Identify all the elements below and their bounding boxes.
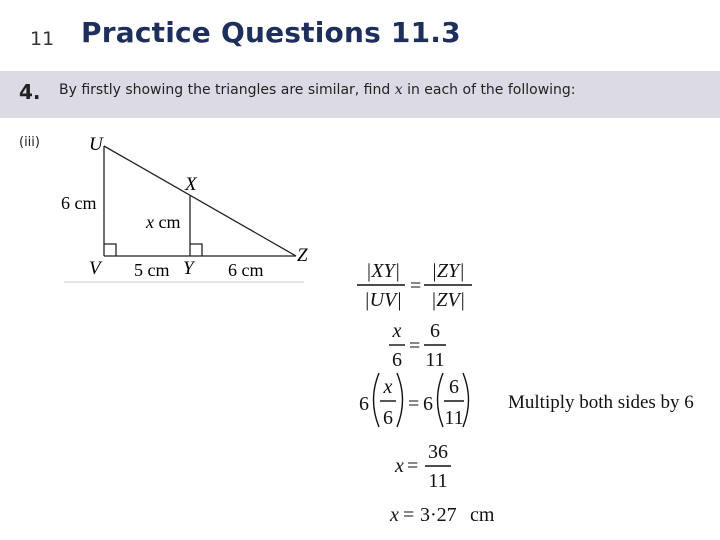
final-equals: = bbox=[403, 504, 415, 526]
step3-lhs-denominator: 6 bbox=[383, 407, 393, 429]
vertex-label-v: V bbox=[89, 258, 101, 279]
vertex-label-x: X bbox=[185, 174, 197, 195]
step3-rhs-coefficient: 6 bbox=[423, 393, 433, 415]
step3-lhs-coefficient: 6 bbox=[359, 393, 369, 415]
step4-numerator: 36 bbox=[428, 441, 448, 463]
label-yz-length: 6 cm bbox=[228, 260, 264, 280]
final-variable: x bbox=[390, 504, 399, 526]
ratio-lhs-numerator: |XY| bbox=[365, 260, 401, 282]
step4-variable: x bbox=[395, 455, 404, 477]
label-vy-length: 5 cm bbox=[134, 260, 170, 280]
solution-step-ratio bbox=[357, 260, 472, 311]
final-value: 3·27 bbox=[420, 504, 457, 526]
step3-equals: = bbox=[408, 393, 420, 415]
step2-rhs-numerator: 6 bbox=[430, 320, 440, 342]
step3-lhs-open-paren bbox=[374, 373, 380, 427]
step4-denominator: 11 bbox=[428, 470, 448, 492]
step3-lhs-close-paren bbox=[397, 373, 403, 427]
ratio-rhs-numerator: |ZY| bbox=[431, 260, 465, 282]
question-text-before: By firstly showing the triangles are similar, find bbox=[59, 82, 395, 98]
step2-rhs-denominator: 11 bbox=[425, 349, 445, 371]
label-xy-variable: x bbox=[146, 212, 154, 232]
ratio-lhs-denominator: |UV| bbox=[364, 289, 402, 311]
step2-lhs-numerator: x bbox=[392, 320, 402, 342]
solution-final-answer bbox=[389, 504, 495, 526]
page-title: Practice Questions 11.3 bbox=[81, 16, 461, 49]
step3-explanation: Multiply both sides by 6 bbox=[508, 392, 694, 413]
solution-step-fraction-result bbox=[394, 441, 451, 492]
step3-rhs-close-paren bbox=[463, 373, 469, 427]
hypotenuse-uz bbox=[104, 146, 296, 256]
question-text-after: in each of the following: bbox=[402, 82, 576, 98]
label-xy-length bbox=[145, 212, 181, 232]
final-unit: cm bbox=[470, 504, 495, 526]
chapter-number: 11 bbox=[30, 28, 55, 50]
ratio-rhs-denominator: |ZV| bbox=[430, 289, 466, 311]
solution-step-substitute bbox=[389, 320, 446, 371]
vertex-label-z: Z bbox=[297, 245, 308, 266]
solution-step-multiply bbox=[359, 373, 694, 429]
label-uv-length: 6 cm bbox=[61, 193, 97, 213]
vertex-label-y: Y bbox=[183, 258, 194, 279]
step2-lhs-denominator: 6 bbox=[392, 349, 402, 371]
label-xy-unit: cm bbox=[158, 212, 181, 232]
step3-rhs-open-paren bbox=[438, 373, 444, 427]
step3-lhs-numerator: x bbox=[383, 376, 393, 398]
ratio-equals: = bbox=[410, 275, 422, 297]
question-part-label: (iii) bbox=[19, 135, 40, 150]
step3-rhs-denominator: 11 bbox=[444, 407, 464, 429]
question-number: 4. bbox=[19, 80, 41, 104]
step3-rhs-numerator: 6 bbox=[449, 376, 459, 398]
right-angle-mark-v bbox=[104, 244, 116, 256]
right-angle-mark-y bbox=[190, 244, 202, 256]
step2-equals: = bbox=[409, 335, 421, 357]
triangle-diagram bbox=[104, 146, 296, 256]
step4-equals: = bbox=[407, 455, 419, 477]
vertex-label-u: U bbox=[89, 134, 103, 155]
question-variable: x bbox=[394, 82, 403, 98]
